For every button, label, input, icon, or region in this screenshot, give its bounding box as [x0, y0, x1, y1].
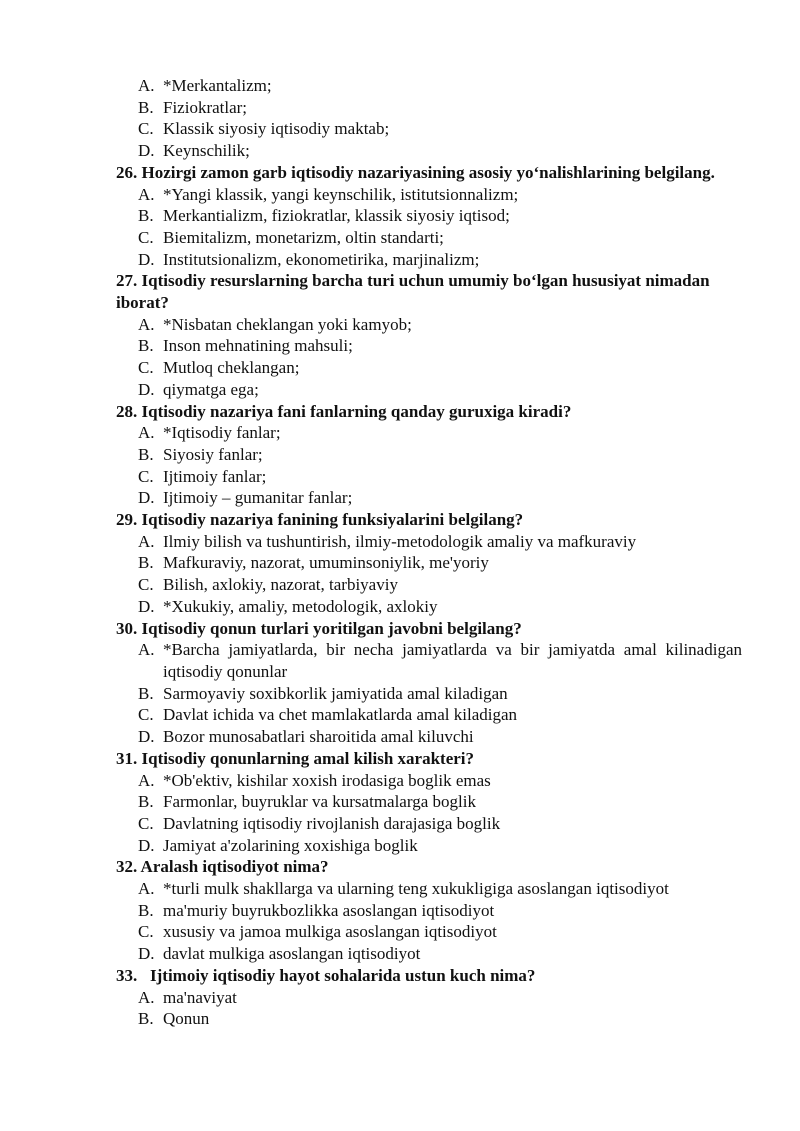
option-c: C. Bilish, axlokiy, nazorat, tarbiyaviy — [138, 575, 398, 595]
option-a: A. *Ob'ektiv, kishilar xoxish irodasiga boglik emas — [138, 770, 491, 790]
question-title: 32. Aralash iqtisodiyot nima? — [116, 857, 329, 877]
option-b: B. Inson mehnatining mahsuli; — [138, 336, 353, 356]
question-title: 29. Iqtisodiy nazariya fanining funksiyalarini belgilang? — [116, 510, 524, 530]
option-a: A. ma'naviyat — [138, 987, 237, 1007]
question-26 — [116, 162, 742, 271]
option-d: D. Jamiyat a'zolarining xoxishiga boglik — [138, 835, 418, 855]
question-30 — [116, 618, 742, 748]
question-title: 28. Iqtisodiy nazariya fani fanlarning qanday guruxiga kiradi? — [116, 401, 572, 421]
option-d: D. Bozor munosabatlari sharoitida amal kiluvchi — [138, 727, 474, 747]
option-b: B. ma'muriy buyrukbozlikka asoslangan iqtisodiyot — [138, 900, 495, 920]
option-c: C. Mutloq cheklangan; — [138, 358, 300, 378]
question-title: 30. Iqtisodiy qonun turlari yoritilgan javobni belgilang? — [116, 618, 522, 638]
option-b: B. Mafkuraviy, nazorat, umuminsoniylik, me'yoriy — [138, 553, 489, 573]
question-28 — [116, 401, 742, 510]
question-33 — [116, 965, 742, 1030]
document-page — [116, 75, 742, 1030]
option-a: A. *Barcha jamiyatlarda, bir necha jamiyatlarda va bir jamiyatda amal kilinadigan iqtisodiy qonunlar — [138, 640, 742, 681]
option-c: C. Davlat ichida va chet mamlakatlarda amal kiladigan — [138, 705, 518, 725]
option-a: A. Ilmiy bilish va tushuntirish, ilmiy-metodologik amaliy va mafkuraviy — [138, 531, 637, 551]
question-title: 27. Iqtisodiy resurslarning barcha turi uchun umumiy bo‘lgan hususiyat nimadan iborat? — [116, 271, 710, 313]
option-d: D. Ijtimoiy – gumanitar fanlar; — [138, 488, 353, 508]
question-27 — [116, 270, 742, 400]
option-c: C. Ijtimoiy fanlar; — [138, 466, 267, 486]
option-a: A. *Yangi klassik, yangi keynschilik, istitutsionnalizm; — [138, 184, 519, 204]
option-d: D. *Xukukiy, amaliy, metodologik, axlokiy — [138, 596, 438, 616]
question-title: 31. Iqtisodiy qonunlarning amal kilish xarakteri? — [116, 748, 475, 768]
question-title: 26. Hozirgi zamon garb iqtisodiy nazariyasining asosiy yo‘nalishlarining belgilang. — [116, 162, 715, 182]
option-a: A. *Merkantalizm; — [138, 76, 272, 95]
option-a: A. *Nisbatan cheklangan yoki kamyob; — [138, 314, 412, 334]
option-c: C. Davlatning iqtisodiy rivojlanish darajasiga boglik — [138, 813, 501, 833]
option-b: B. Sarmoyaviy soxibkorlik jamiyatida amal kiladigan — [138, 683, 508, 703]
question-25-options — [116, 75, 742, 162]
option-d: D. Keynschilik; — [138, 141, 250, 161]
option-d: D. Institutsionalizm, ekonometirika, marjinalizm; — [138, 249, 480, 269]
option-c: C. xususiy va jamoa mulkiga asoslangan iqtisodiyot — [138, 922, 497, 942]
option-d: D. qiymatga ega; — [138, 379, 259, 399]
option-c: C. Klassik siyosiy iqtisodiy maktab; — [138, 119, 390, 139]
option-b: B. Farmonlar, buyruklar va kursatmalarga boglik — [138, 792, 476, 812]
option-d: D. davlat mulkiga asoslangan iqtisodiyot — [138, 944, 421, 964]
option-b: B. Fiziokratlar; — [138, 97, 248, 117]
option-b: B. Siyosiy fanlar; — [138, 444, 263, 464]
option-a: A. *Iqtisodiy fanlar; — [138, 423, 281, 443]
question-29 — [116, 509, 742, 618]
option-a: A. *turli mulk shakllarga va ularning teng xukukligiga asoslangan iqtisodiyot — [138, 879, 669, 899]
question-title: 33. Ijtimoiy iqtisodiy hayot sohalarida ustun kuch nima? — [116, 965, 536, 985]
option-c: C. Biemitalizm, monetarizm, oltin standarti; — [138, 227, 444, 247]
question-31 — [116, 748, 742, 857]
question-32 — [116, 856, 742, 965]
option-b: B. Merkantializm, fiziokratlar, klassik siyosiy iqtisod; — [138, 206, 510, 226]
option-b: B. Qonun — [138, 1009, 210, 1029]
